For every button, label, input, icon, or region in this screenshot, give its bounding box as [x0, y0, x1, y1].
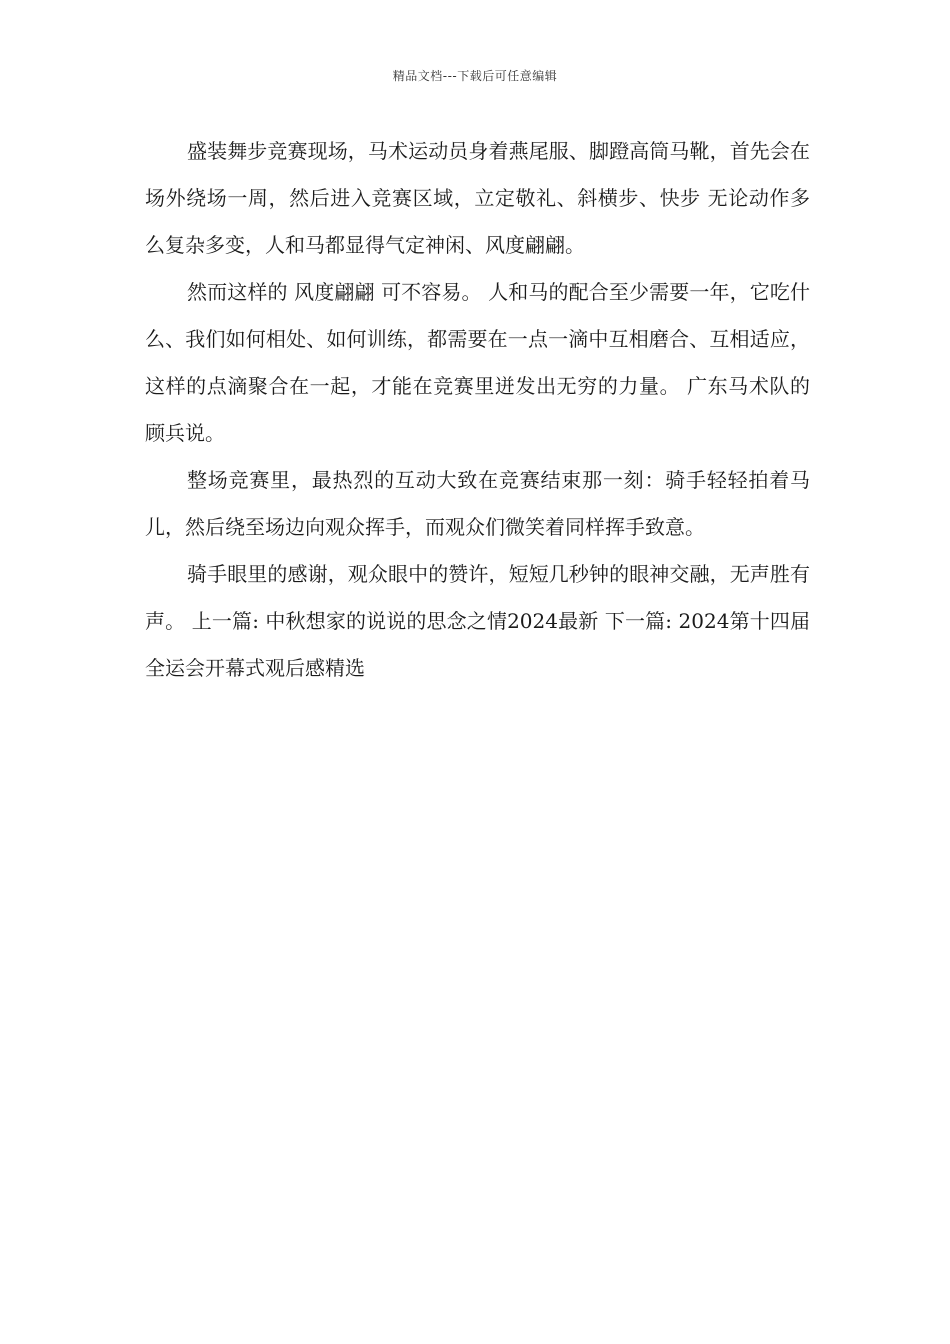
paragraph-1: 盛装舞步竞赛现场，马术运动员身着燕尾服、脚蹬高筒马靴，首先会在场外绕场一周，然后进入竞赛区域，立定敬礼、斜横步、快步 无论动作多么复杂多变，人和马都显得气定神闲、风度翩翩。	[145, 139, 810, 257]
page-header: 精品文档---下载后可任意编辑	[392, 69, 558, 83]
document-body	[145, 128, 810, 692]
paragraph-3: 整场竞赛里，最热烈的互动大致在竞赛结束那一刻：骑手轻轻拍着马儿，然后绕至场边向观众挥手，而观众们微笑着同样挥手致意。	[145, 468, 810, 539]
paragraph-2: 然而这样的 风度翩翩 可不容易。 人和马的配合至少需要一年，它吃什么、我们如何相处、如何训练，都需要在一点一滴中互相磨合、互相适应，这样的点滴聚合在一起，才能在竞赛里迸发出无穷的力量。 广东马术队的顾兵说。	[145, 280, 810, 445]
paragraph-4: 骑手眼里的感谢，观众眼中的赞许，短短几秒钟的眼神交融，无声胜有声。 上一篇: 中秋想家的说说的思念之情2024最新 下一篇: 2024第十四届全运会开幕式观后感精选	[145, 562, 810, 680]
